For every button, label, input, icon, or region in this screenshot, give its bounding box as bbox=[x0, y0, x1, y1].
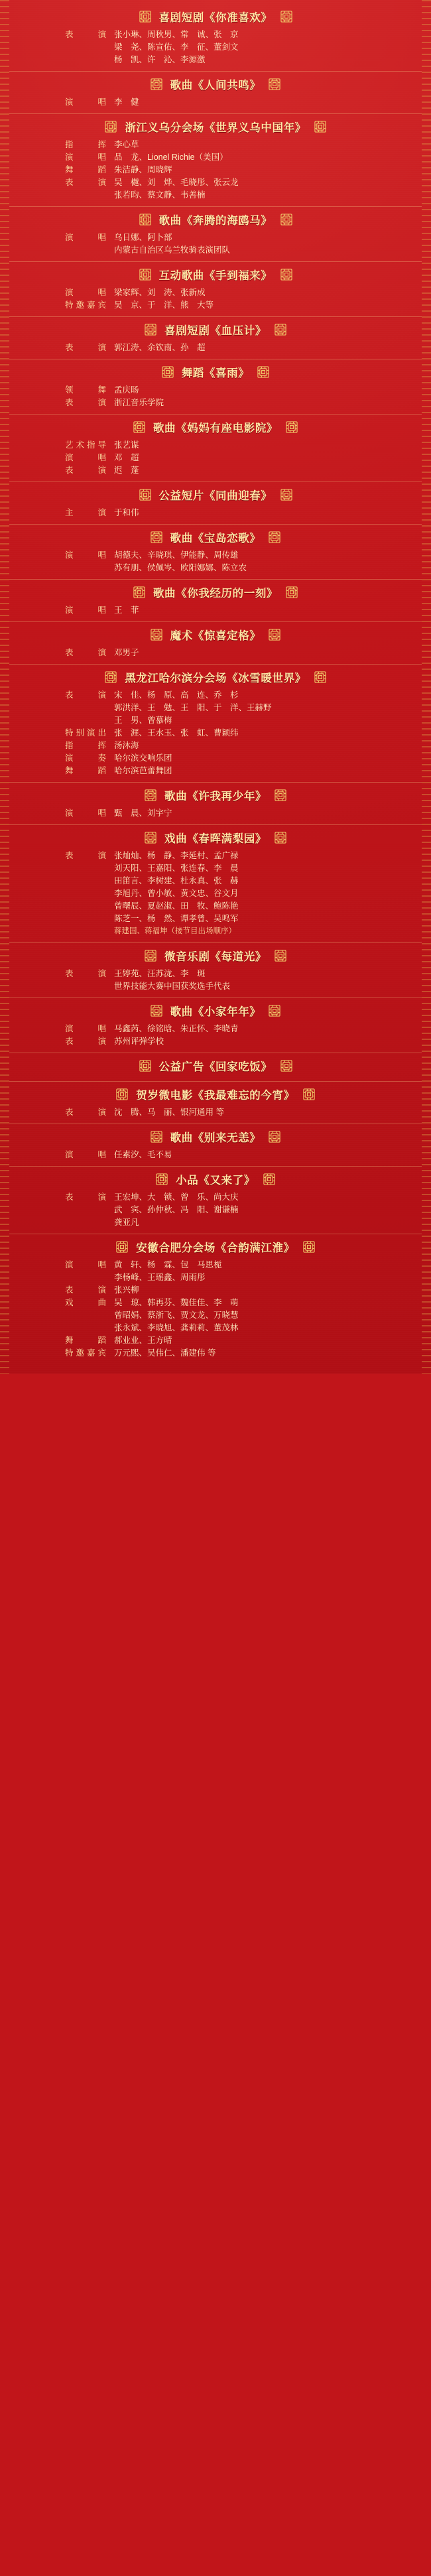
credit-value: 田笛言、李树建、杜永真、张 赫 bbox=[114, 876, 239, 885]
credit-row bbox=[9, 96, 422, 109]
chinese-knot-ornament-icon bbox=[149, 77, 164, 92]
program-credits bbox=[9, 231, 422, 261]
chinese-knot-ornament-icon bbox=[149, 1003, 164, 1018]
credit-value: 张 涯、王水玉、张 虹、曹颖纬 bbox=[114, 728, 239, 738]
credit-row bbox=[9, 1347, 422, 1360]
program-item bbox=[9, 824, 422, 942]
credit-value: 孟庆旸 bbox=[114, 385, 139, 395]
credit-label: 表 演 bbox=[64, 343, 109, 352]
program-title-row bbox=[9, 824, 422, 849]
credit-value: 宋 佳、杨 原、高 连、乔 杉 bbox=[114, 690, 239, 700]
program-title-row bbox=[9, 359, 422, 383]
credit-value: 李心草 bbox=[114, 140, 139, 149]
program-title-row bbox=[9, 524, 422, 548]
credit-label: 表 演 bbox=[64, 466, 109, 475]
program-title: 歌曲《宝岛恋歌》 bbox=[170, 533, 261, 545]
program-item bbox=[9, 524, 422, 579]
chinese-knot-ornament-icon bbox=[149, 1129, 164, 1144]
credit-value: 胡德夫、辛晓琪、伊能静、周传雄 bbox=[114, 550, 239, 560]
program-title-row bbox=[9, 664, 422, 688]
program-title-row bbox=[9, 942, 422, 967]
chinese-knot-ornament-icon bbox=[267, 1003, 282, 1018]
credit-value: 蒋建国、蒋福坤（接节目出场顺序） bbox=[114, 927, 236, 935]
program-credits bbox=[9, 1022, 422, 1053]
credit-label: 表 演 bbox=[64, 1108, 109, 1117]
credit-row bbox=[9, 1035, 422, 1048]
credit-row bbox=[9, 151, 422, 164]
chinese-knot-ornament-icon bbox=[302, 1087, 316, 1102]
credit-label: 特别演出 bbox=[64, 728, 109, 738]
chinese-knot-ornament-icon bbox=[273, 788, 288, 803]
credit-label: 演 唱 bbox=[64, 1024, 109, 1033]
credit-value: 曾昭娟、蔡浙飞、贾文龙、万晓慧 bbox=[114, 1311, 239, 1320]
program-title: 浙江义乌分会场《世界义乌中国年》 bbox=[125, 122, 306, 134]
program-title: 互动歌曲《手到福来》 bbox=[158, 270, 273, 282]
program-title: 歌曲《许我再少年》 bbox=[164, 791, 267, 803]
program-item bbox=[9, 942, 422, 998]
program-credits bbox=[9, 849, 422, 942]
credit-value: 吴 京、于 洋、熊 大等 bbox=[114, 300, 214, 310]
chinese-knot-ornament-icon bbox=[138, 212, 153, 227]
credit-value: 王婷苑、汪苏泷、李 斑 bbox=[114, 969, 206, 978]
program-title: 歌曲《你我经历的一刻》 bbox=[153, 588, 278, 600]
credit-row bbox=[9, 714, 422, 727]
credit-row bbox=[9, 29, 422, 41]
credit-row bbox=[9, 900, 422, 913]
credit-row bbox=[9, 765, 422, 777]
credit-label: 舞 蹈 bbox=[64, 165, 109, 174]
program-credits bbox=[9, 806, 422, 824]
chinese-knot-ornament-icon bbox=[115, 1087, 129, 1102]
credit-label: 表 演 bbox=[64, 398, 109, 407]
chinese-knot-ornament-icon bbox=[256, 365, 271, 379]
credit-row bbox=[9, 702, 422, 714]
program-title: 魔术《惊喜定格》 bbox=[170, 630, 261, 642]
program-credits bbox=[9, 604, 422, 621]
credit-value: 沈 腾、马 丽、银河通用 等 bbox=[114, 1108, 224, 1117]
credit-value: 迟 蓬 bbox=[114, 466, 139, 475]
credit-row bbox=[9, 1023, 422, 1035]
program-title: 舞蹈《喜雨》 bbox=[181, 367, 250, 379]
program-title: 歌曲《小家年年》 bbox=[170, 1006, 261, 1018]
credit-row bbox=[9, 139, 422, 151]
chinese-knot-ornament-icon bbox=[143, 830, 158, 845]
program-title: 微音乐剧《每道光》 bbox=[164, 951, 267, 963]
chinese-knot-ornament-icon bbox=[154, 1172, 169, 1187]
credit-row bbox=[9, 384, 422, 397]
credit-value: 世界技能大赛中国获奖选手代表 bbox=[114, 982, 231, 991]
credit-value: 李杨峰、王瑶鑫、周雨彤 bbox=[114, 1273, 206, 1282]
program-title-row bbox=[9, 1124, 422, 1148]
program-credits bbox=[9, 1148, 422, 1166]
credit-value: 邓男子 bbox=[114, 648, 139, 657]
program-item bbox=[9, 482, 422, 524]
credit-value: 梁 尧、陈宣佑、李 征、董剑文 bbox=[114, 42, 239, 52]
credit-row bbox=[9, 189, 422, 202]
chinese-knot-ornament-icon bbox=[103, 119, 118, 134]
credit-label: 演 唱 bbox=[64, 97, 109, 107]
program-title: 歌曲《人间共鸣》 bbox=[170, 80, 261, 92]
chinese-knot-ornament-icon bbox=[273, 830, 288, 845]
credit-value: 马鑫芮、徐铭晗、朱正怀、李晓青 bbox=[114, 1024, 239, 1033]
program-title: 小品《又来了》 bbox=[176, 1175, 255, 1187]
program-item bbox=[9, 414, 422, 482]
credit-row bbox=[9, 549, 422, 562]
credit-label: 演 奏 bbox=[64, 753, 109, 763]
credit-row bbox=[9, 604, 422, 617]
program-credits bbox=[9, 1191, 422, 1234]
credit-label: 演 唱 bbox=[64, 550, 109, 560]
program-item bbox=[9, 206, 422, 261]
program-item bbox=[9, 359, 422, 414]
credit-row bbox=[9, 850, 422, 862]
chinese-knot-ornament-icon bbox=[302, 1240, 316, 1254]
chinese-knot-ornament-icon bbox=[149, 627, 164, 642]
program-title-row bbox=[9, 316, 422, 341]
credit-label: 指 挥 bbox=[64, 140, 109, 149]
program-credits bbox=[9, 967, 422, 998]
credit-value: 张艺谋 bbox=[114, 440, 139, 450]
credit-value: 苏有朋、侯佩岑、欧阳娜娜、陈立农 bbox=[114, 563, 247, 572]
credit-row bbox=[9, 439, 422, 452]
credit-label: 戏 曲 bbox=[64, 1298, 109, 1307]
credit-label: 表 演 bbox=[64, 1285, 109, 1295]
credit-row bbox=[9, 1322, 422, 1334]
credit-value: 吴 樾、刘 烨、毛晓彤、张云龙 bbox=[114, 178, 239, 187]
credit-value: 李 健 bbox=[114, 97, 139, 107]
chinese-knot-ornament-icon bbox=[279, 9, 294, 24]
credit-row bbox=[9, 397, 422, 409]
credit-label: 演 唱 bbox=[64, 153, 109, 162]
credit-label: 舞 蹈 bbox=[64, 1336, 109, 1345]
credit-label: 演 唱 bbox=[64, 1260, 109, 1269]
credit-row bbox=[9, 1106, 422, 1119]
chinese-knot-ornament-icon bbox=[284, 585, 299, 600]
chinese-knot-ornament-icon bbox=[279, 487, 294, 502]
credit-label: 表 演 bbox=[64, 648, 109, 657]
chinese-knot-ornament-icon bbox=[313, 670, 328, 684]
program-item bbox=[9, 664, 422, 782]
credit-label: 表 演 bbox=[64, 178, 109, 187]
program-credits bbox=[9, 383, 422, 414]
credit-value: 浙江音乐学院 bbox=[114, 398, 164, 407]
chinese-knot-ornament-icon bbox=[143, 788, 158, 803]
credit-label: 表 演 bbox=[64, 1192, 109, 1202]
credit-label: 演 唱 bbox=[64, 288, 109, 297]
credit-label: 表 演 bbox=[64, 30, 109, 39]
credit-label: 演 唱 bbox=[64, 606, 109, 615]
chinese-knot-ornament-icon bbox=[132, 585, 147, 600]
credit-label: 演 唱 bbox=[64, 808, 109, 818]
credit-row bbox=[9, 231, 422, 244]
credit-row bbox=[9, 913, 422, 925]
program-item bbox=[9, 579, 422, 621]
credit-value: 郭洪洋、王 勉、王 阳、于 洋、王赫野 bbox=[114, 703, 272, 712]
program-item bbox=[9, 261, 422, 316]
credit-value: 李旭丹、曾小敏、黄文忠、谷文月 bbox=[114, 889, 239, 898]
program-credits bbox=[9, 438, 422, 482]
credit-row bbox=[9, 1259, 422, 1271]
credit-label: 艺术指导 bbox=[64, 440, 109, 450]
credit-row bbox=[9, 968, 422, 980]
credit-label: 表 演 bbox=[64, 1037, 109, 1046]
chinese-knot-ornament-icon bbox=[273, 948, 288, 963]
chinese-knot-ornament-icon bbox=[149, 530, 164, 545]
program-item bbox=[9, 1081, 422, 1124]
program-title: 歌曲《别来无恙》 bbox=[170, 1132, 261, 1144]
chinese-knot-ornament-icon bbox=[279, 1059, 294, 1073]
credit-value: 王 菲 bbox=[114, 606, 139, 615]
chinese-knot-ornament-icon bbox=[279, 212, 294, 227]
credit-value: 于和伟 bbox=[114, 508, 139, 517]
program-title-row bbox=[9, 579, 422, 604]
credit-row bbox=[9, 507, 422, 519]
program-title-row bbox=[9, 998, 422, 1022]
credit-row bbox=[9, 807, 422, 820]
program-item bbox=[9, 782, 422, 824]
program-credits bbox=[9, 1258, 422, 1364]
credit-value: 汤沐海 bbox=[114, 741, 139, 750]
program-title: 安徽合肥分会场《合韵满江淮》 bbox=[136, 1242, 295, 1254]
chinese-knot-ornament-icon bbox=[279, 267, 294, 282]
credit-row bbox=[9, 176, 422, 189]
chinese-knot-ornament-icon bbox=[267, 627, 282, 642]
credit-value: 甄 晨、刘宇宁 bbox=[114, 808, 172, 818]
credit-value: 吴 琼、韩再芬、魏佳佳、李 萌 bbox=[114, 1298, 239, 1307]
credit-label: 演 唱 bbox=[64, 453, 109, 462]
credit-value: 内蒙古自治区乌兰牧骑表演团队 bbox=[114, 245, 231, 255]
program-item bbox=[9, 1053, 422, 1081]
credit-value: 龚亚凡 bbox=[114, 1218, 139, 1227]
credit-value: 梁家辉、刘 涛、张新成 bbox=[114, 288, 206, 297]
credit-row bbox=[9, 1297, 422, 1309]
program-title-row bbox=[9, 482, 422, 506]
program-title: 喜剧短剧《血压计》 bbox=[164, 325, 267, 337]
program-item bbox=[9, 1166, 422, 1234]
credit-label: 演 唱 bbox=[64, 233, 109, 242]
credit-label: 特邀嘉宾 bbox=[64, 300, 109, 310]
program-title: 黑龙江哈尔滨分会场《冰雪暖世界》 bbox=[125, 673, 306, 684]
program-credits bbox=[9, 646, 422, 664]
credit-row bbox=[9, 1149, 422, 1161]
credit-row bbox=[9, 689, 422, 702]
credit-value: 黄 轩、杨 霖、包 马思栀 bbox=[114, 1260, 222, 1269]
program-title-row bbox=[9, 414, 422, 438]
credit-value: 郭江涛、余钦南、孙 超 bbox=[114, 343, 206, 352]
chinese-knot-ornament-icon bbox=[138, 487, 153, 502]
program-title-row bbox=[9, 1081, 422, 1106]
credit-value: 哈尔滨交响乐团 bbox=[114, 753, 172, 763]
credit-row bbox=[9, 342, 422, 354]
chinese-knot-ornament-icon bbox=[284, 420, 299, 434]
credit-value: 乌日娜、阿卜部 bbox=[114, 233, 172, 242]
chinese-knot-ornament-icon bbox=[262, 1172, 277, 1187]
program-item bbox=[9, 998, 422, 1053]
program-credits bbox=[9, 28, 422, 71]
credit-row bbox=[9, 1216, 422, 1229]
chinese-knot-ornament-icon bbox=[160, 365, 175, 379]
program-title-row bbox=[9, 113, 422, 138]
program-credits bbox=[9, 688, 422, 782]
program-credits bbox=[9, 138, 422, 206]
program-title-row bbox=[9, 4, 422, 28]
credit-value: 张兴柳 bbox=[114, 1285, 139, 1295]
credit-row bbox=[9, 647, 422, 659]
credit-row bbox=[9, 740, 422, 752]
program-item bbox=[9, 113, 422, 206]
program-title-row bbox=[9, 621, 422, 646]
credit-row bbox=[9, 727, 422, 740]
credit-value: 张若昀、蔡文静、韦善楠 bbox=[114, 190, 206, 200]
chinese-knot-ornament-icon bbox=[267, 1129, 282, 1144]
program-title: 贺岁微电影《我最难忘的今宵》 bbox=[136, 1090, 295, 1102]
program-title: 公益广告《回家吃饭》 bbox=[158, 1061, 273, 1073]
credit-value: 曾曙辰、夏赵淑、田 牧、鲍陈艳 bbox=[114, 901, 239, 911]
program-credits bbox=[9, 506, 422, 524]
credit-value: 万元熙、吴伟仁、潘建伟 等 bbox=[114, 1348, 216, 1358]
credit-row bbox=[9, 452, 422, 464]
program-title-row bbox=[9, 261, 422, 286]
credit-value: 邓 超 bbox=[114, 453, 139, 462]
credit-value: 王宏坤、大 锁、曾 乐、尚大庆 bbox=[114, 1192, 239, 1202]
chinese-knot-ornament-icon bbox=[138, 267, 153, 282]
chinese-knot-ornament-icon bbox=[143, 322, 158, 337]
credit-row bbox=[9, 1271, 422, 1284]
chinese-knot-ornament-icon bbox=[138, 1059, 153, 1073]
program-title: 歌曲《妈妈有座电影院》 bbox=[153, 422, 278, 434]
credit-value: 苏州评弹学校 bbox=[114, 1037, 164, 1046]
credit-row bbox=[9, 1191, 422, 1204]
credit-row bbox=[9, 562, 422, 574]
program-item bbox=[9, 621, 422, 664]
program-container bbox=[0, 4, 431, 1364]
program-title: 歌曲《奔腾的海鸥马》 bbox=[158, 215, 273, 227]
credit-label: 主 演 bbox=[64, 508, 109, 517]
credit-label: 指 挥 bbox=[64, 741, 109, 750]
credit-value: 武 宾、孙仲秋、冯 阳、谢谦楠 bbox=[114, 1205, 239, 1214]
program-item bbox=[9, 316, 422, 359]
chinese-knot-ornament-icon bbox=[267, 530, 282, 545]
credit-value: 张小琳、周秋男、常 诚、张 京 bbox=[114, 30, 239, 39]
program-title-row bbox=[9, 1166, 422, 1191]
credit-label: 特邀嘉宾 bbox=[64, 1348, 109, 1358]
program-item bbox=[9, 4, 422, 71]
credit-row bbox=[9, 1284, 422, 1297]
credit-row bbox=[9, 752, 422, 765]
credit-value: 朱洁静、周晓辉 bbox=[114, 165, 172, 174]
chinese-knot-ornament-icon bbox=[267, 77, 282, 92]
program-title: 戏曲《春晖满梨园》 bbox=[164, 833, 267, 845]
chinese-knot-ornament-icon bbox=[132, 420, 147, 434]
credit-label: 领 舞 bbox=[64, 385, 109, 395]
program-title: 公益短片《同曲迎春》 bbox=[158, 490, 273, 502]
credit-row bbox=[9, 862, 422, 875]
program-credits bbox=[9, 96, 422, 113]
credit-value: 品 龙、Lionel Richie（美国） bbox=[114, 153, 228, 162]
credit-row bbox=[9, 287, 422, 299]
credit-row bbox=[9, 54, 422, 66]
program-credits bbox=[9, 548, 422, 579]
credit-value: 哈尔滨芭蕾舞团 bbox=[114, 766, 172, 775]
chinese-knot-ornament-icon bbox=[103, 670, 118, 684]
chinese-knot-ornament-icon bbox=[313, 119, 328, 134]
program-title-row bbox=[9, 71, 422, 96]
credit-label: 表 演 bbox=[64, 690, 109, 700]
program-item bbox=[9, 1234, 422, 1364]
program-credits bbox=[9, 1106, 422, 1124]
credit-value: 张永斌、李晓旭、龚莉莉、董茂林 bbox=[114, 1323, 239, 1332]
credit-row bbox=[9, 464, 422, 477]
program-item bbox=[9, 1124, 422, 1166]
credit-row bbox=[9, 41, 422, 54]
program-title-row bbox=[9, 1234, 422, 1258]
credit-label: 表 演 bbox=[64, 851, 109, 860]
credit-row bbox=[9, 164, 422, 176]
credit-row bbox=[9, 299, 422, 312]
credit-value: 刘天阳、王嘉阳、张连春、李 晨 bbox=[114, 864, 239, 873]
credit-row bbox=[9, 887, 422, 900]
chinese-knot-ornament-icon bbox=[115, 1240, 129, 1254]
credit-row bbox=[9, 244, 422, 257]
program-title: 喜剧短剧《你准喜欢》 bbox=[158, 12, 273, 24]
credit-label: 演 唱 bbox=[64, 1150, 109, 1159]
credit-value: 杨 凯、许 沁、李源激 bbox=[114, 55, 206, 64]
credit-row bbox=[9, 1309, 422, 1322]
program-title-row bbox=[9, 782, 422, 806]
program-title-row bbox=[9, 1053, 422, 1077]
credit-value: 王 男、曾慕梅 bbox=[114, 716, 172, 725]
program-title-row bbox=[9, 206, 422, 231]
credit-row bbox=[9, 875, 422, 887]
program-item bbox=[9, 71, 422, 113]
program-credits bbox=[9, 286, 422, 316]
credit-row bbox=[9, 980, 422, 993]
credit-value: 郝业业、王方晴 bbox=[114, 1336, 172, 1345]
credit-row bbox=[9, 925, 422, 938]
chinese-knot-ornament-icon bbox=[273, 322, 288, 337]
credit-row bbox=[9, 1334, 422, 1347]
credit-value: 陈芝一、杨 然、谭孝曾、吴鸣军 bbox=[114, 914, 239, 923]
credit-row bbox=[9, 1204, 422, 1216]
chinese-knot-ornament-icon bbox=[143, 948, 158, 963]
credit-label: 舞 蹈 bbox=[64, 766, 109, 775]
credit-label: 表 演 bbox=[64, 969, 109, 978]
chinese-knot-ornament-icon bbox=[138, 9, 153, 24]
credit-value: 任素汐、毛不易 bbox=[114, 1150, 172, 1159]
program-credits bbox=[9, 341, 422, 359]
credit-value: 张灿灿、杨 静、李延村、孟广禄 bbox=[114, 851, 239, 860]
